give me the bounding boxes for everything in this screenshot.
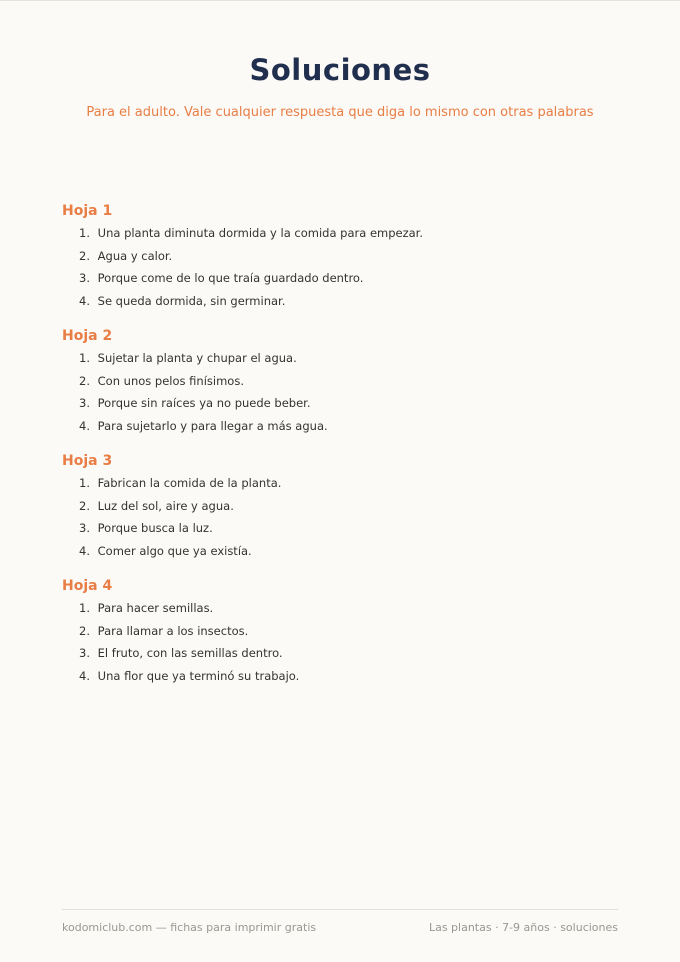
answer-text: El fruto, con las semillas dentro.: [97, 646, 283, 660]
answer-item: [62, 267, 622, 290]
answer-text: Porque busca la luz.: [97, 521, 213, 535]
answer-item: [62, 517, 622, 540]
answer-list: [62, 222, 622, 312]
footer-divider: [62, 909, 618, 910]
answer-item: [62, 495, 622, 518]
section-hoja-3: [62, 451, 622, 562]
answer-text: Porque come de lo que traía guardado dentro.: [97, 271, 364, 285]
answer-number: 2.: [79, 623, 90, 638]
page-title: Soluciones: [249, 53, 431, 87]
answer-text: Se queda dormida, sin germinar.: [97, 293, 286, 308]
answer-number: 2.: [79, 498, 90, 513]
answer-text: Para hacer semillas.: [97, 601, 214, 615]
answer-number: 4.: [79, 668, 90, 683]
answer-number: 3.: [79, 396, 90, 410]
answer-item: [62, 290, 622, 313]
answer-item: [62, 415, 622, 438]
answer-item: [62, 597, 622, 620]
answer-item: [62, 245, 622, 268]
answer-list: [62, 597, 622, 687]
answer-list: [62, 347, 622, 437]
solutions-list: [62, 201, 622, 701]
answer-text: Agua y calor.: [97, 248, 173, 263]
section-hoja-1: [62, 201, 622, 312]
answer-item: [62, 472, 622, 495]
section-hoja-2: [62, 326, 622, 437]
section-title: Hoja 2: [62, 328, 113, 344]
answer-item: [62, 642, 622, 665]
section-title: Hoja 3: [62, 453, 113, 469]
answer-item: [62, 665, 622, 688]
answer-number: 3.: [79, 521, 90, 535]
answer-number: 1.: [79, 226, 90, 240]
answer-item: [62, 392, 622, 415]
answer-number: 2.: [79, 373, 90, 388]
answer-text: Una planta diminuta dormida y la comida para empezar.: [97, 226, 424, 240]
answer-text: Para llamar a los insectos.: [97, 623, 249, 638]
answer-item: [62, 222, 622, 245]
answer-text: Una flor que ya terminó su trabajo.: [97, 668, 300, 683]
answer-text: Fabrican la comida de la planta.: [97, 476, 282, 490]
footer-site-credit: kodomiclub.com — fichas para imprimir gratis: [62, 921, 317, 934]
answer-number: 3.: [79, 271, 90, 285]
answer-number: 1.: [79, 601, 90, 615]
answer-text: Con unos pelos finísimos.: [97, 373, 244, 388]
answer-text: Sujetar la planta y chupar el agua.: [97, 351, 297, 365]
answer-item: [62, 347, 622, 370]
answer-text: Para sujetarlo y para llegar a más agua.: [97, 418, 328, 433]
answer-number: 4.: [79, 293, 90, 308]
answer-text: Comer algo que ya existía.: [97, 543, 252, 558]
answer-text: Porque sin raíces ya no puede beber.: [97, 396, 311, 410]
answer-item: [62, 620, 622, 643]
answer-item: [62, 540, 622, 563]
answer-number: 2.: [79, 248, 90, 263]
answer-number: 4.: [79, 418, 90, 433]
section-title: Hoja 4: [62, 578, 113, 594]
answer-number: 4.: [79, 543, 90, 558]
answer-list: [62, 472, 622, 562]
answer-item: [62, 370, 622, 393]
footer-worksheet-info: Las plantas · 7-9 años · soluciones: [428, 921, 618, 934]
section-title: Hoja 1: [62, 203, 113, 219]
answer-number: 3.: [79, 646, 90, 660]
answer-number: 1.: [79, 476, 90, 490]
answer-text: Luz del sol, aire y agua.: [97, 498, 234, 513]
page-subtitle: Para el adulto. Vale cualquier respuesta que diga lo mismo con otras palabras: [86, 105, 594, 120]
answer-number: 1.: [79, 351, 90, 365]
section-hoja-4: [62, 576, 622, 687]
